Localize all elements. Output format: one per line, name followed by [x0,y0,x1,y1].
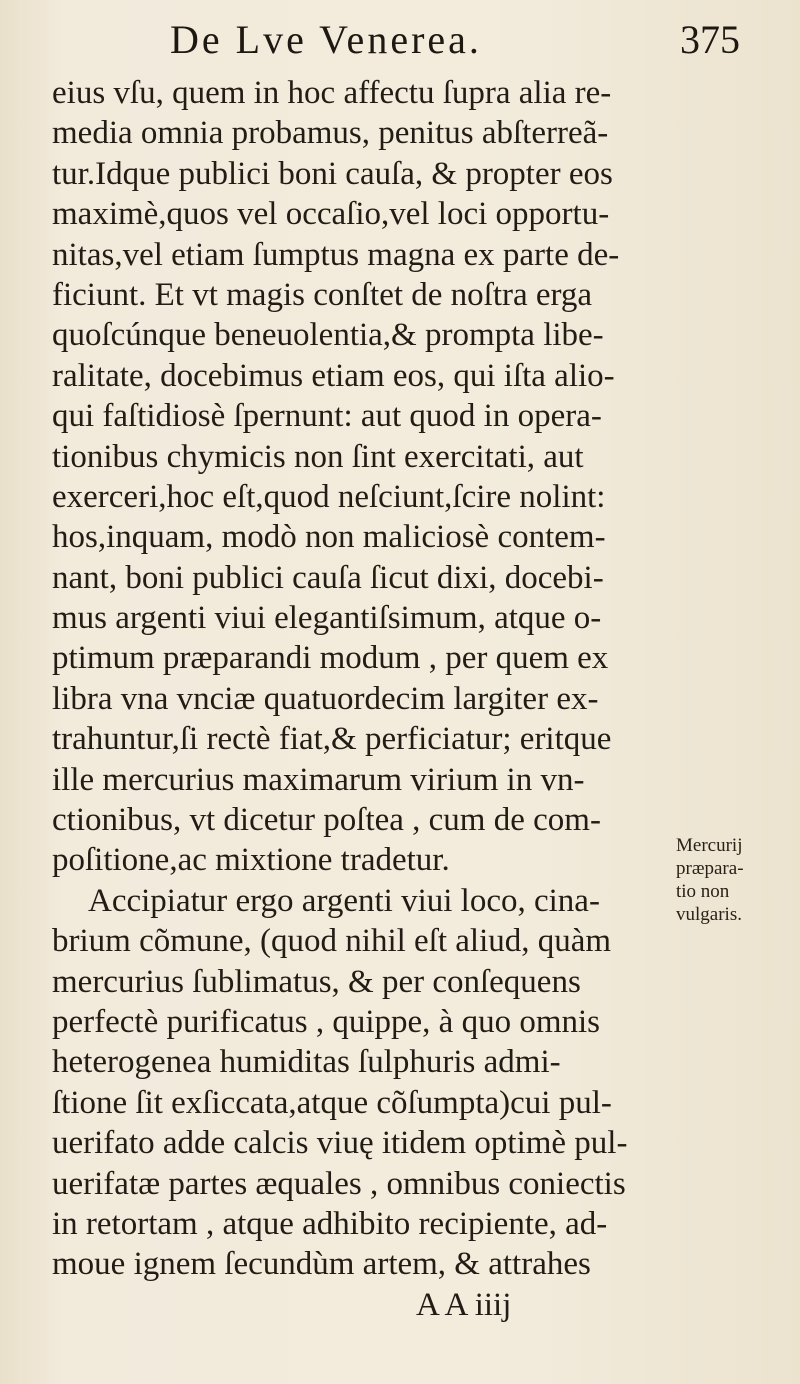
text-line: moue ignem ſecundùm artem, & attrahes [52,1246,591,1283]
text-line: eius vſu, quem in hoc affectu ſupra alia re- [52,75,612,111]
text-line: ſtione ſit exſiccata,atque cõſumpta)cui pul- [52,1084,612,1121]
text-line: ralitate, docebimus etiam eos, qui iſta alio- [52,357,615,394]
text-line: uerifatæ partes æquales , omnibus coniectis [52,1165,626,1202]
text-line: maximè,quos vel occaſio,vel loci opportu- [52,196,610,233]
text-line: brium cõmune, (quod nihil eſt aliud, quàm [52,923,612,960]
margin-note [676,834,796,926]
text-line: libra vna vnciæ quatuordecim largiter ex- [52,680,599,717]
text-line: ctionibus, vt dicetur poſtea , cum de com- [52,802,601,839]
margin-note-line: Mercurij [676,835,743,856]
text-line: tionibus chymicis non ſint exercitati, aut [52,438,584,475]
text-line: hos,inquam, modò non maliciosè contem- [52,519,606,556]
text-line: media omnia probamus, penitus abſterreã- [52,115,609,152]
text-line: tur.Idque publici boni cauſa, & propter eos [52,155,613,192]
margin-note-line: tio non [676,881,730,902]
text-line: uerifato adde calcis viuę itidem optimè pul- [52,1125,628,1162]
margin-note-line: vulgaris. [676,904,742,925]
text-line: ficiunt. Et vt magis conſtet de noſtra erga [52,276,593,313]
main-text-block [52,73,662,1325]
text-line: qui faſtidiosè ſpernunt: aut quod in opera- [52,398,602,435]
page-number: 375 [680,17,740,62]
text-line: nitas,vel etiam ſumptus magna ex parte de- [52,236,620,273]
text-line: perfectè purificatus , quippe, à quo omnis [52,1003,600,1040]
text-line: poſitione,ac mixtione tradetur. [52,842,450,879]
paragraph-start-line: Accipiatur ergo argenti viui loco, cina- [88,882,600,919]
page-header [170,14,740,62]
text-line: mus argenti viui elegantiſsimum, atque o- [52,600,602,637]
text-line: quoſcúnque beneuolentia,& prompta libe- [52,317,604,354]
signature-mark: A A iiij [416,1286,512,1323]
text-line: in retortam , atque adhibito recipiente, ad- [52,1205,608,1242]
text-line: trahuntur,ſi rectè fiat,& perficiatur; eritque [52,721,612,758]
running-title: De Lve Venerea. [170,17,482,62]
margin-note-line: præpara- [676,858,744,879]
text-line: nant, boni publici cauſa ſicut dixi, docebi- [52,559,604,596]
text-line: mercurius ſublimatus, & per conſequens [52,963,581,1000]
text-line: heterogenea humiditas ſulphuris admi- [52,1044,561,1081]
text-line: ptimum præparandi modum , per quem ex [52,640,609,677]
text-line: exerceri,hoc eſt,quod neſciunt,ſcire nolint: [52,478,606,515]
text-line: ille mercurius maximarum virium in vn- [52,761,585,798]
